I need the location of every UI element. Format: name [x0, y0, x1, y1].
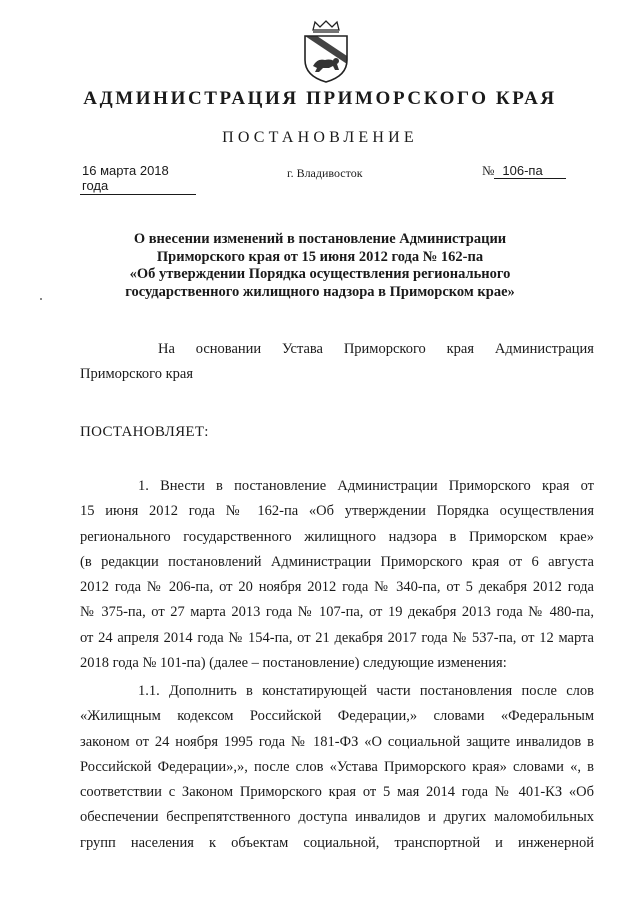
basis-word: основании	[195, 341, 262, 357]
document-type: ПОСТАНОВЛЕНИЕ	[222, 129, 418, 146]
paragraph-line: регионального государственного жилищного надзора в Приморском крае»	[80, 528, 594, 545]
document-number	[482, 163, 566, 179]
paragraph-line: соответствии с Законом Приморского края от 5 мая 2014 года № 401-КЗ «Об	[80, 784, 594, 801]
number-value: 106-па	[494, 163, 566, 179]
paragraph-line: 1.1. Дополнить в констатирующей части постановления после слов	[138, 683, 594, 699]
basis-word: Устава	[281, 341, 323, 357]
paragraph-line: 2018 года № 101-па) (далее – постановление) следующие изменения:	[80, 655, 507, 672]
margin-mark	[40, 298, 42, 300]
administration-title: АДМИНИСТРАЦИЯ ПРИМОРСКОГО КРАЯ	[83, 88, 557, 109]
basis-word: Приморского	[343, 341, 426, 357]
paragraph-line: от 24 апреля 2014 года № 154-па, от 21 декабря 2017 года № 537-па, от 12 марта	[80, 629, 594, 646]
paragraph-line: (в редакции постановлений Администрации Приморского края от 6 августа	[80, 553, 594, 570]
paragraph-1-1	[80, 679, 594, 856]
basis-word: На	[158, 341, 175, 357]
paragraph-line: «Жилищным кодексом Российской Федерации,» словами «Федеральным	[80, 708, 594, 725]
paragraph-line: законом от 24 ноября 1995 года № 181-ФЗ «О социальной защите инвалидов в	[80, 733, 594, 750]
document-city: г. Владивосток	[287, 166, 363, 180]
paragraph-line: групп населения к объектам социальной, транспортной и инженерной	[80, 834, 594, 851]
subject-line: О внесении изменений в постановление Администрации	[133, 231, 507, 247]
resolves-heading: ПОСТАНОВЛЯЕТ:	[80, 424, 209, 440]
subject-line: «Об утверждении Порядка осуществления регионального	[129, 266, 511, 282]
basis-clause	[80, 337, 594, 387]
basis-line: Приморского края	[80, 366, 194, 382]
document-subject	[100, 231, 540, 301]
coat-of-arms-icon	[299, 20, 353, 84]
paragraph-line: 15 июня 2012 года № 162-па «Об утверждении Порядка осуществления	[80, 503, 594, 520]
basis-word: Администрация	[494, 341, 594, 357]
paragraph-line: Российской Федерации»,», после слов «Устава Приморского края» словами «, в	[80, 758, 594, 775]
document-meta	[0, 163, 640, 193]
basis-line	[80, 337, 594, 362]
paragraph-line: 2012 года № 206-па, от 20 ноября 2012 года № 340-па, от 5 декабря 2012 года	[80, 579, 594, 596]
subject-line: Приморского края от 15 июня 2012 года № 162-па	[156, 248, 484, 265]
subject-line: государственного жилищного надзора в Приморском крае»	[125, 283, 515, 300]
paragraph-1	[80, 474, 594, 676]
number-prefix: №	[482, 163, 495, 178]
basis-word: края	[446, 341, 475, 357]
paragraph-line: 1. Внести в постановление Администрации Приморского края от	[138, 478, 594, 494]
paragraph-line: № 375-па, от 27 марта 2013 года № 107-па, от 19 декабря 2013 года № 480-па,	[80, 604, 594, 621]
document-date: 16 марта 2018 года	[80, 163, 196, 195]
paragraph-line: обеспечении беспрепятственного доступа инвалидов и других маломобильных	[80, 809, 594, 826]
